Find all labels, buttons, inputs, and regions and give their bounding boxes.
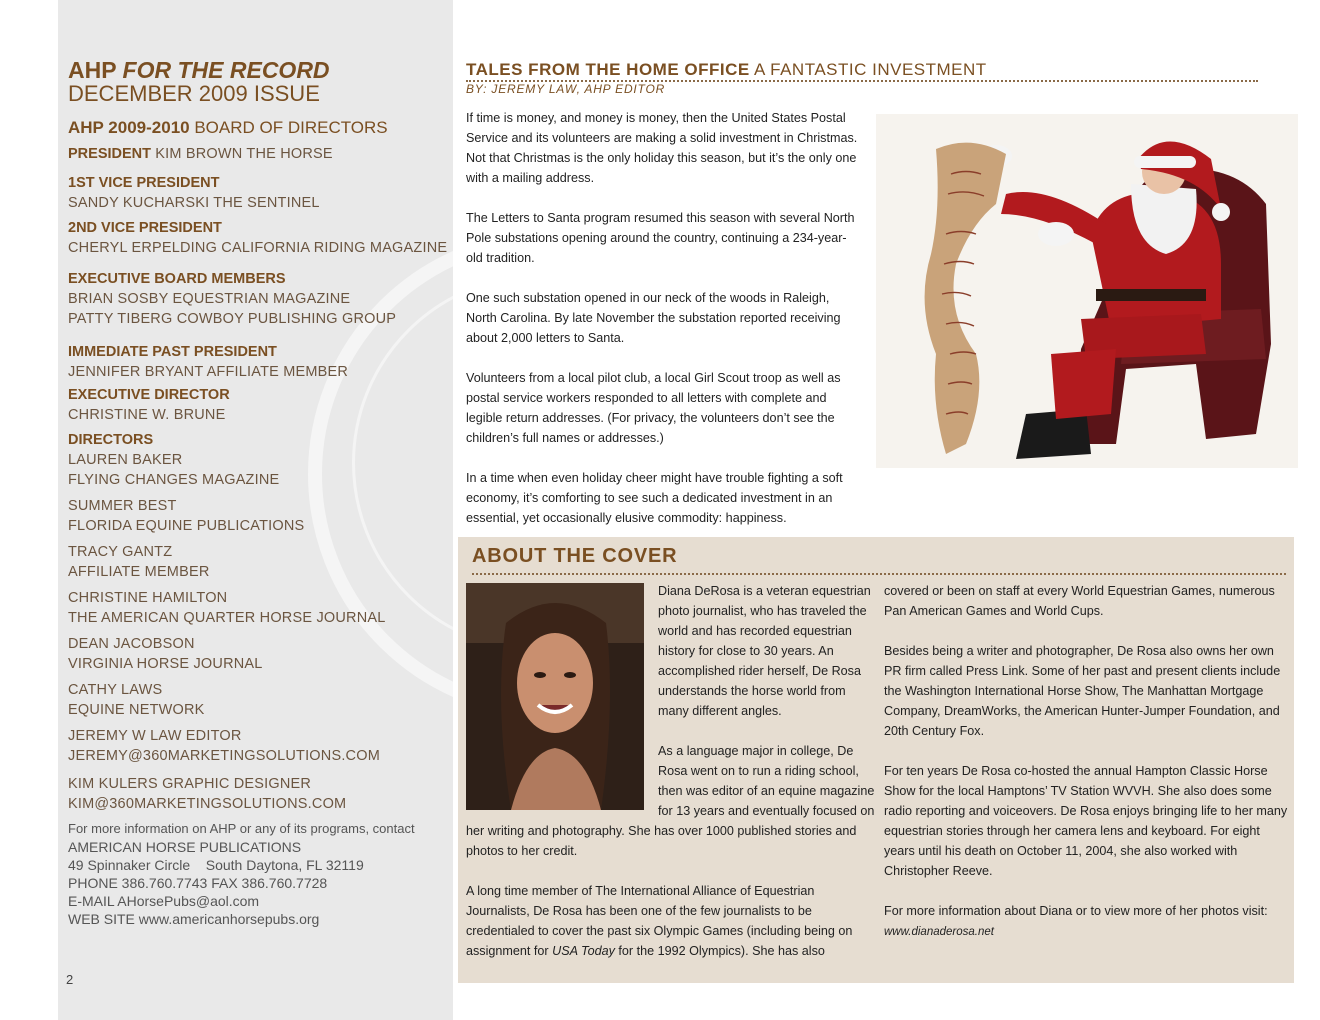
sidebar [58, 0, 453, 1020]
about-cover-heading: ABOUT THE COVER [472, 545, 678, 567]
director-item: DEAN JACOBSON VIRGINIA HORSE JOURNAL [68, 636, 263, 672]
exec-director-entry: EXECUTIVE DIRECTOR CHRISTINE W. BRUNE [68, 387, 230, 423]
president-entry: PRESIDENT KIM BROWN THE HORSE [68, 146, 333, 162]
exec-board-entry: EXECUTIVE BOARD MEMBERS BRIAN SOSBY EQUESTRIAN MAGAZINE PATTY TIBERG COWBOY PUBLISHING GROUP [68, 271, 397, 327]
director-item: LAUREN BAKER FLYING CHANGES MAGAZINE [68, 452, 280, 488]
cover-paragraph: Diana DeRosa is a veteran equestrian photo journalist, who has traveled the world and has recorded equestrian history for close to 30 years. An accomplished rider herself, De Rosa understands the horse world from many different angles. [658, 584, 871, 718]
contact-email[interactable]: E-MAIL AHorsePubs@aol.com [68, 893, 260, 909]
page-number: 2 [66, 972, 74, 987]
article-paragraph: If time is money, and money is money, then the United States Postal Service and its volunteers are making a solid investment in Christmas. Not that Christmas is the only holiday this season, but it’s the only one with a mailing address. [466, 111, 858, 185]
designer-entry: KIM KULERS GRAPHIC DESIGNER KIM@360MARKETINGSOLUTIONS.COM [68, 774, 448, 814]
cover-paragraph: For ten years De Rosa co-hosted the annual Hampton Classic Horse Show for the local Hamptons’ TV Station WVVH. She also does some radio reporting and voiceovers. De Rosa enjoys bringing life to her many equestrian stories through her camera lens and keyboard. For eight years until his death on October 11, 2004, she also worked with Christopher Reeve. [884, 764, 1288, 878]
website-link[interactable]: www.dianaderosa.net [884, 926, 994, 938]
board-heading: AHP 2009-2010 BOARD OF DIRECTORS [68, 118, 388, 137]
directors-list: DIRECTORS LAUREN BAKER FLYING CHANGES MAGAZINE SUMMER BEST FLORIDA EQUINE PUBLICATIONS TRACY GANTZ AFFILIATE MEMBER CHRISTINE HAMILTON THE AMERICAN QUARTER HORSE JOURNAL DEAN JACOBSON VIRGINIA HORSE JOURNAL CATHY LAWS EQUINE NETWORK [68, 431, 448, 720]
director-item: CATHY LAWS EQUINE NETWORK [68, 682, 205, 718]
designer-email[interactable]: KIM@360MARKETINGSOLUTIONS.COM [68, 796, 347, 812]
article-byline: BY: JEREMY LAW, AHP EDITOR [466, 82, 666, 96]
article-paragraph: Volunteers from a local pilot club, a local Girl Scout troop as well as postal service workers responded to all letters with complete and legible return addresses. (For privacy, the volunteers don’t see the children’s full names or addresses.) [466, 371, 841, 445]
contact-website[interactable]: WEB SITE www.americanhorsepubs.org [68, 911, 320, 927]
contact-block: For more information on AHP or any of its programs, contact AMERICAN HORSE PUBLICATIONS 49 Spinnaker Circle South Daytona, FL 32119 PHONE 386.760.7743 FAX 386.760.7728 E-MAIL AHorsePubs@aol.com WEB SITE www.americanhorsepubs.org [68, 820, 448, 928]
vp1-entry: 1ST VICE PRESIDENT SANDY KUCHARSKI THE SENTINEL [68, 175, 320, 211]
cover-column-2 [884, 581, 1288, 962]
cover-paragraph: A long time member of The International Alliance of Equestrian Journalists, De Rosa has been one of the few journalists to be credentialed to cover the past six Olympic Games (including being on assignment for USA Today for the 1992 Olympics). She has also [466, 884, 853, 958]
article-title: TALES FROM THE HOME OFFICE A FANTASTIC INVESTMENT [466, 60, 987, 79]
article-body [466, 108, 862, 548]
director-item: CHRISTINE HAMILTON THE AMERICAN QUARTER HORSE JOURNAL [68, 590, 386, 626]
cover-paragraph: covered or been on staff at every World Equestrian Games, numerous Pan American Games and World Cups. [884, 584, 1275, 618]
issue-label: DECEMBER 2009 ISSUE [68, 81, 320, 106]
about-cover-section [458, 537, 1294, 983]
cover-paragraph: For more information about Diana or to view more of her photos visit: www.dianaderosa.net [884, 904, 1268, 938]
past-president-entry: IMMEDIATE PAST PRESIDENT JENNIFER BRYANT AFFILIATE MEMBER [68, 344, 349, 380]
cover-divider [472, 573, 1286, 575]
director-item: TRACY GANTZ AFFILIATE MEMBER [68, 544, 210, 580]
vp2-entry: 2ND VICE PRESIDENT CHERYL ERPELDING CALIFORNIA RIDING MAGAZINE [68, 220, 448, 256]
article-paragraph: The Letters to Santa program resumed this season with several North Pole substations opening around the country, continuing a 234-year-old tradition. [466, 211, 855, 265]
cover-paragraph: As a language major in college, De Rosa went on to run a riding school, then was editor of an equine magazine for 13 years and eventually focused on her writing and photography. She has over 1000 published stories and photos to her credit. [466, 744, 875, 858]
publication-title: AHP FOR THE RECORD [68, 57, 330, 83]
director-item: SUMMER BEST FLORIDA EQUINE PUBLICATIONS [68, 498, 305, 534]
cover-column-1 [466, 581, 876, 981]
santa-photo [876, 114, 1298, 468]
cover-paragraph: Besides being a writer and photographer, De Rosa also owns her own PR firm called Press Link. Some of her past and present clients include the Washington International Horse Show, The Manhattan Mortgage Company, DreamWorks, the American Hunter-Jumper Foundation, and 20th Century Fox. [884, 644, 1281, 738]
article-paragraph: One such substation opened in our neck of the woods in Raleigh, North Carolina. By late November the substation reported receiving about 2,000 letters to Santa. [466, 291, 841, 345]
article-paragraph: In a time when even holiday cheer might have trouble fighting a soft economy, it’s comforting to see such a dedicated investment in an essential, yet occasionally elusive commodity: happiness. [466, 471, 843, 525]
editor-entry: JEREMY W LAW EDITOR JEREMY@360MARKETINGSOLUTIONS.COM [68, 726, 448, 766]
sidebar-content [68, 58, 448, 928]
editor-email[interactable]: JEREMY@360MARKETINGSOLUTIONS.COM [68, 748, 380, 764]
